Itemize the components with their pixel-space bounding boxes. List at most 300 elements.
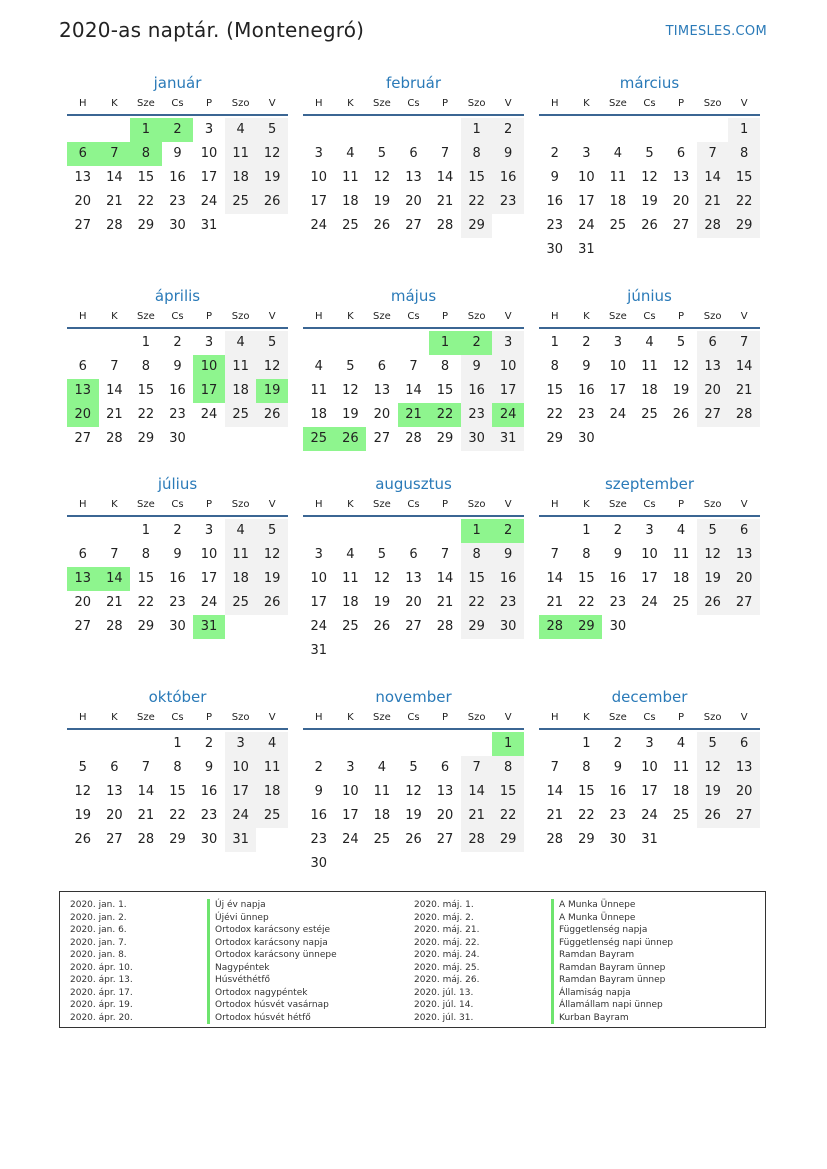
- day: 6: [110, 760, 119, 775]
- month-block: [67, 72, 288, 238]
- weekend-day: 4: [225, 519, 257, 543]
- empty-day: [67, 118, 99, 142]
- day-grid: [539, 118, 760, 262]
- day: 18: [342, 194, 359, 209]
- day: 10: [200, 547, 218, 562]
- day: 30: [169, 218, 186, 233]
- holiday-name: Ortodox karácsony estéje: [207, 924, 330, 937]
- month-title: július: [157, 475, 198, 493]
- empty-day: [256, 427, 288, 451]
- weekend-day: 31: [492, 427, 524, 451]
- weekend-day: 5: [256, 519, 288, 543]
- month-block: [303, 72, 524, 238]
- month-block: [67, 285, 288, 451]
- weekend-day: 30: [492, 615, 524, 639]
- weekend-day: 1: [728, 118, 760, 142]
- day: 15: [137, 571, 155, 586]
- weekday-label: Szo: [703, 499, 722, 510]
- day: 27: [373, 431, 391, 446]
- holiday-day: 14: [99, 567, 131, 591]
- weekend-day: 26: [697, 804, 729, 828]
- empty-day: [665, 238, 697, 262]
- weekday-label: Cs: [171, 712, 184, 723]
- weekend-day: 22: [492, 804, 524, 828]
- day: 19: [373, 595, 391, 610]
- day: 5: [676, 335, 686, 350]
- weekday-label: P: [678, 311, 685, 322]
- month-title: február: [385, 74, 442, 92]
- weekday-label: Cs: [171, 98, 184, 109]
- weekday-label: K: [111, 311, 118, 322]
- day: 23: [609, 595, 627, 610]
- weekend-day: 5: [697, 519, 729, 543]
- weekday-label: Sze: [373, 98, 391, 109]
- day: 11: [373, 784, 391, 799]
- day: 3: [204, 335, 214, 350]
- weekend-day: 7: [461, 756, 493, 780]
- day: 1: [550, 335, 559, 350]
- weekend-day: 10: [492, 355, 524, 379]
- day: 11: [672, 547, 690, 562]
- holiday-date: 2020. júl. 14.: [414, 1000, 474, 1010]
- day: 2: [550, 146, 559, 161]
- weekend-day: 19: [256, 166, 288, 190]
- weekday-header: [67, 708, 288, 730]
- month-title: január: [153, 74, 202, 92]
- holiday-name: Új év napja: [207, 899, 266, 912]
- holiday-name: Nagypéntek: [207, 962, 270, 975]
- day: 27: [405, 619, 422, 634]
- weekend-day: 22: [461, 591, 493, 615]
- day: 30: [609, 832, 627, 847]
- holiday-day: 29: [571, 615, 603, 639]
- empty-day: [256, 615, 288, 639]
- empty-day: [728, 238, 760, 262]
- weekend-day: 17: [492, 379, 524, 403]
- weekend-day: 12: [697, 756, 729, 780]
- month-title: június: [627, 287, 672, 305]
- empty-day: [634, 118, 666, 142]
- day: 26: [373, 218, 391, 233]
- day: 16: [578, 383, 595, 398]
- empty-day: [335, 639, 367, 663]
- weekend-day: 13: [728, 543, 760, 567]
- weekday-label: P: [678, 499, 685, 510]
- day: 20: [405, 194, 422, 209]
- day: 26: [74, 832, 92, 847]
- day: 6: [409, 146, 418, 161]
- legend-row: [414, 899, 673, 912]
- empty-day: [634, 427, 666, 451]
- holiday-name: Függetlenség napi ünnep: [551, 937, 673, 950]
- weekday-label: H: [315, 499, 323, 510]
- day: 24: [310, 218, 328, 233]
- holiday-name: Kurban Bayram: [551, 1012, 629, 1025]
- day: 1: [141, 523, 151, 538]
- weekday-label: H: [79, 712, 87, 723]
- holiday-day: 7: [99, 142, 131, 166]
- empty-day: [602, 118, 634, 142]
- holiday-name: Ortodox húsvét hétfő: [207, 1012, 311, 1025]
- legend-row: [414, 974, 673, 987]
- day-grid: [539, 519, 760, 639]
- empty-day: [697, 615, 729, 639]
- holiday-date: 2020. máj. 2.: [414, 912, 474, 923]
- day: 28: [106, 619, 123, 634]
- weekend-day: 25: [225, 403, 257, 427]
- day: 26: [641, 218, 658, 233]
- day: 11: [342, 170, 359, 185]
- weekday-label: Cs: [643, 499, 656, 510]
- empty-day: [130, 732, 162, 756]
- weekend-day: 31: [225, 828, 257, 852]
- weekday-label: P: [442, 712, 449, 723]
- weekday-header: [303, 307, 524, 329]
- empty-day: [602, 238, 634, 262]
- day: 1: [141, 335, 151, 350]
- weekday-label: H: [315, 712, 323, 723]
- day: 1: [582, 523, 591, 538]
- day: 18: [609, 194, 627, 209]
- day: 5: [409, 760, 418, 775]
- holiday-day: 20: [67, 403, 99, 427]
- day: 16: [546, 194, 564, 209]
- empty-day: [461, 639, 493, 663]
- day: 5: [645, 146, 654, 161]
- day: 21: [106, 194, 123, 209]
- month-block: [67, 473, 288, 639]
- day: 28: [436, 218, 454, 233]
- weekend-day: 4: [256, 732, 288, 756]
- holiday-day: 31: [193, 615, 225, 639]
- day: 29: [137, 619, 155, 634]
- day: 19: [74, 808, 92, 823]
- weekend-day: 23: [461, 403, 493, 427]
- weekend-day: 15: [728, 166, 760, 190]
- legend-row: [414, 924, 673, 937]
- empty-day: [697, 828, 729, 852]
- holiday-day: 1: [130, 118, 162, 142]
- month-title: október: [148, 688, 207, 706]
- day: 25: [373, 832, 391, 847]
- holiday-day: 8: [130, 142, 162, 166]
- weekday-label: Sze: [373, 712, 391, 723]
- day: 8: [173, 760, 182, 775]
- weekday-label: Sze: [137, 712, 155, 723]
- day: 3: [645, 736, 654, 751]
- empty-day: [728, 427, 760, 451]
- empty-day: [366, 331, 398, 355]
- day: 12: [672, 359, 690, 374]
- day: 14: [106, 383, 123, 398]
- weekend-day: 30: [461, 427, 493, 451]
- empty-day: [665, 828, 697, 852]
- empty-day: [335, 331, 367, 355]
- day: 4: [676, 523, 686, 538]
- day: 12: [373, 170, 391, 185]
- day-grid: [67, 118, 288, 238]
- day: 9: [314, 784, 323, 799]
- month-block: [539, 473, 760, 639]
- weekend-day: 6: [697, 331, 729, 355]
- day: 18: [310, 407, 328, 422]
- empty-day: [303, 331, 335, 355]
- empty-day: [461, 732, 493, 756]
- weekday-label: H: [551, 311, 559, 322]
- empty-day: [335, 519, 367, 543]
- weekend-day: 28: [461, 828, 493, 852]
- month-block: [539, 285, 760, 451]
- day: 14: [436, 170, 454, 185]
- weekend-day: 29: [728, 214, 760, 238]
- day: 14: [546, 571, 564, 586]
- weekday-label: V: [740, 499, 748, 510]
- weekday-label: K: [111, 499, 118, 510]
- day: 30: [169, 619, 186, 634]
- holiday-day: 26: [335, 427, 367, 451]
- empty-day: [429, 639, 461, 663]
- day-grid: [67, 331, 288, 451]
- day: 19: [373, 194, 391, 209]
- day: 30: [169, 431, 186, 446]
- brand-link[interactable]: TIMESLES.COM: [665, 24, 767, 39]
- empty-day: [99, 732, 131, 756]
- day: 4: [645, 335, 654, 350]
- holiday-name: Államállam napi ünnep: [551, 999, 663, 1012]
- day: 8: [141, 547, 151, 562]
- day: 31: [200, 218, 218, 233]
- day: 15: [578, 571, 595, 586]
- empty-day: [67, 732, 99, 756]
- day: 13: [106, 784, 123, 799]
- weekday-label: V: [268, 311, 276, 322]
- day-grid: [539, 331, 760, 451]
- day: 26: [373, 619, 391, 634]
- weekend-day: 1: [461, 118, 493, 142]
- weekend-day: 21: [697, 190, 729, 214]
- weekday-label: Szo: [467, 98, 486, 109]
- day: 24: [641, 808, 658, 823]
- day: 23: [609, 808, 627, 823]
- day: 23: [310, 832, 328, 847]
- day: 5: [346, 359, 355, 374]
- weekday-label: Sze: [609, 98, 627, 109]
- day: 20: [74, 194, 92, 209]
- day: 13: [436, 784, 454, 799]
- day: 28: [436, 619, 454, 634]
- holiday-name: Ortodox húsvét vasárnap: [207, 999, 329, 1012]
- empty-day: [193, 427, 225, 451]
- weekend-day: 28: [728, 403, 760, 427]
- weekend-day: 19: [697, 780, 729, 804]
- weekday-label: Szo: [703, 98, 722, 109]
- day: 16: [609, 784, 627, 799]
- day-grid: [67, 519, 288, 639]
- empty-day: [366, 519, 398, 543]
- day: 24: [641, 595, 658, 610]
- day: 3: [613, 335, 623, 350]
- empty-day: [398, 331, 430, 355]
- day: 9: [173, 547, 182, 562]
- weekend-day: 26: [256, 403, 288, 427]
- holiday-name: Ramdan Bayram: [551, 949, 634, 962]
- day: 8: [582, 547, 591, 562]
- weekday-label: Szo: [467, 499, 486, 510]
- day: 2: [173, 523, 182, 538]
- day: 14: [405, 383, 422, 398]
- day: 15: [436, 383, 454, 398]
- day: 20: [74, 595, 92, 610]
- day: 28: [405, 431, 422, 446]
- legend-row: [70, 899, 337, 912]
- day: 29: [137, 218, 155, 233]
- empty-day: [634, 238, 666, 262]
- empty-day: [99, 118, 131, 142]
- day: 17: [641, 571, 658, 586]
- empty-day: [366, 639, 398, 663]
- day: 4: [314, 359, 323, 374]
- day: 16: [169, 170, 186, 185]
- day: 19: [342, 407, 359, 422]
- weekend-day: 9: [492, 543, 524, 567]
- month-title: augusztus: [375, 475, 452, 493]
- weekend-day: 19: [256, 567, 288, 591]
- day: 20: [106, 808, 123, 823]
- day: 16: [169, 571, 186, 586]
- empty-day: [335, 732, 367, 756]
- weekend-day: 12: [256, 142, 288, 166]
- day: 26: [672, 407, 690, 422]
- holiday-name: A Munka Ünnepe: [551, 899, 635, 912]
- weekday-label: P: [206, 311, 213, 322]
- day: 27: [672, 218, 690, 233]
- holiday-day: 19: [256, 379, 288, 403]
- weekday-header: [67, 307, 288, 329]
- day: 10: [609, 359, 627, 374]
- day: 17: [310, 595, 328, 610]
- weekday-label: H: [551, 499, 559, 510]
- empty-day: [429, 732, 461, 756]
- weekend-day: 2: [492, 118, 524, 142]
- day: 31: [641, 832, 658, 847]
- day: 13: [373, 383, 391, 398]
- weekend-day: 21: [728, 379, 760, 403]
- weekday-label: Sze: [137, 98, 155, 109]
- empty-day: [429, 519, 461, 543]
- day: 7: [550, 760, 559, 775]
- day: 14: [106, 170, 123, 185]
- empty-day: [256, 214, 288, 238]
- holiday-day: 13: [67, 379, 99, 403]
- holiday-day: 2: [162, 118, 194, 142]
- month-title: december: [611, 688, 688, 706]
- day: 12: [342, 383, 359, 398]
- empty-day: [99, 519, 131, 543]
- holiday-day: 17: [193, 379, 225, 403]
- day: 14: [546, 784, 564, 799]
- day: 3: [582, 146, 591, 161]
- empty-day: [303, 118, 335, 142]
- empty-day: [99, 331, 131, 355]
- weekday-label: K: [347, 311, 354, 322]
- day: 22: [137, 194, 155, 209]
- weekday-label: Cs: [643, 712, 656, 723]
- day: 10: [641, 547, 658, 562]
- day: 6: [377, 359, 387, 374]
- day: 7: [440, 547, 450, 562]
- day: 11: [641, 359, 658, 374]
- weekend-day: 11: [256, 756, 288, 780]
- day: 10: [310, 571, 328, 586]
- weekday-label: P: [442, 98, 449, 109]
- weekend-day: 3: [492, 331, 524, 355]
- holiday-date: 2020. ápr. 19.: [70, 1000, 133, 1010]
- day: 5: [377, 547, 387, 562]
- legend-row: [70, 962, 337, 975]
- day: 25: [672, 595, 690, 610]
- legend-row: [414, 987, 673, 1000]
- weekend-day: 14: [728, 355, 760, 379]
- holiday-name: Függetlenség napja: [551, 924, 647, 937]
- holiday-day: 28: [539, 615, 571, 639]
- weekday-label: K: [347, 499, 354, 510]
- weekday-label: Szo: [231, 98, 250, 109]
- empty-day: [697, 427, 729, 451]
- day: 29: [546, 431, 564, 446]
- day: 26: [405, 832, 422, 847]
- empty-day: [303, 732, 335, 756]
- day: 7: [141, 760, 151, 775]
- weekend-day: 20: [697, 379, 729, 403]
- holiday-name: Ortodox karácsony napja: [207, 937, 328, 950]
- legend-column-2: [414, 899, 673, 1024]
- day: 28: [137, 832, 155, 847]
- weekday-header: [539, 708, 760, 730]
- weekend-day: 26: [256, 591, 288, 615]
- day: 21: [106, 407, 123, 422]
- weekday-label: Sze: [373, 499, 391, 510]
- weekday-label: H: [315, 311, 323, 322]
- weekend-day: 22: [461, 190, 493, 214]
- day: 24: [342, 832, 359, 847]
- holiday-day: 6: [67, 142, 99, 166]
- weekday-label: H: [79, 311, 87, 322]
- day: 7: [110, 547, 119, 562]
- month-title: március: [619, 74, 680, 92]
- day: 17: [578, 194, 595, 209]
- day: 24: [200, 595, 218, 610]
- empty-day: [429, 118, 461, 142]
- day: 10: [342, 784, 359, 799]
- weekend-day: 23: [492, 190, 524, 214]
- day: 13: [405, 170, 422, 185]
- legend-row: [414, 1012, 673, 1025]
- day: 23: [169, 595, 186, 610]
- day: 2: [204, 736, 214, 751]
- day-grid: [303, 118, 524, 238]
- day: 19: [672, 383, 690, 398]
- day: 31: [310, 643, 328, 658]
- holiday-day: 2: [461, 331, 493, 355]
- day: 29: [436, 431, 454, 446]
- weekday-label: H: [551, 712, 559, 723]
- weekend-day: 28: [697, 214, 729, 238]
- day: 1: [173, 736, 182, 751]
- day: 18: [672, 571, 690, 586]
- day: 9: [550, 170, 559, 185]
- day: 17: [200, 571, 218, 586]
- day: 10: [641, 760, 658, 775]
